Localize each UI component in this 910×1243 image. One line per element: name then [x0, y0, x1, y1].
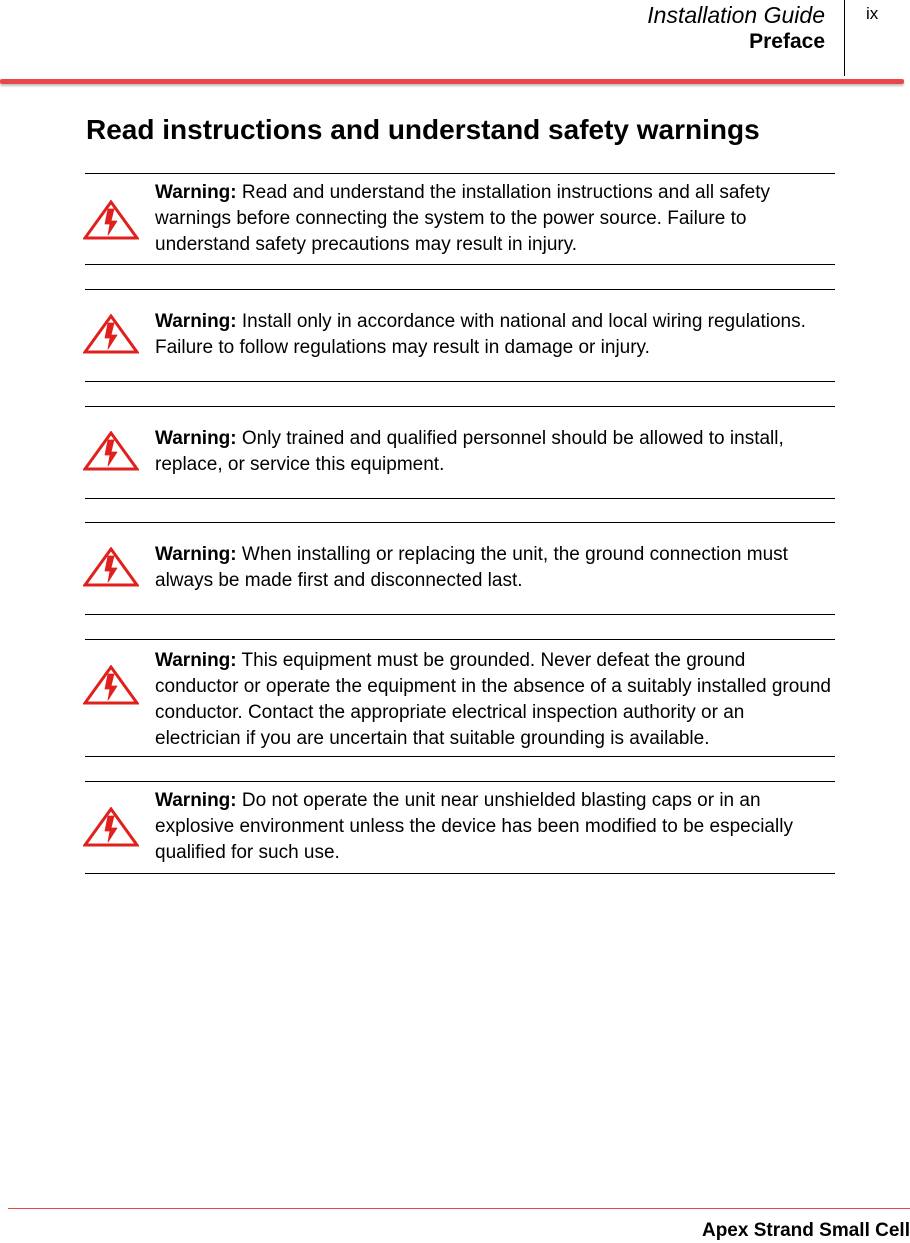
electrical-hazard-icon [83, 665, 139, 705]
warning-text [155, 788, 831, 866]
warning-label: Warning: [155, 650, 237, 671]
warning-text [155, 426, 831, 478]
warning-block [85, 406, 835, 499]
warning-label: Warning: [155, 311, 237, 332]
warning-label: Warning: [155, 790, 237, 811]
product-name: Apex Strand Small Cell [701, 1220, 910, 1241]
warning-label: Warning: [155, 428, 237, 449]
warning-block [85, 289, 835, 382]
warning-message: When installing or replacing the unit, the ground connection must always be made first and disconnected last. [155, 544, 788, 591]
electrical-hazard-icon [83, 547, 139, 587]
electrical-hazard-icon [83, 314, 139, 354]
section-title: Preface [749, 30, 825, 53]
footer-rule [8, 1208, 910, 1209]
warning-text [155, 648, 831, 752]
warning-text [155, 542, 831, 594]
page-heading: Read instructions and understand safety warnings [86, 114, 760, 145]
page-number: ix [866, 4, 879, 23]
warning-text [155, 309, 831, 361]
warning-label: Warning: [155, 182, 237, 203]
warning-block [85, 781, 835, 874]
header-rule [0, 79, 904, 84]
warning-block [85, 639, 835, 757]
warning-message: Do not operate the unit near unshielded blasting caps or in an explosive environment unless the device has been modified to be especially qualified for such use. [155, 790, 793, 863]
electrical-hazard-icon [83, 431, 139, 471]
warning-label: Warning: [155, 544, 237, 565]
warning-block [85, 173, 835, 265]
electrical-hazard-icon [83, 807, 139, 847]
warning-block [85, 522, 835, 615]
warning-message: Install only in accordance with national and local wiring regulations. Failure to follow regulations may result in damage or injury. [155, 311, 806, 358]
document-title: Installation Guide [647, 2, 825, 28]
header-divider [844, 0, 845, 76]
electrical-hazard-icon [83, 200, 139, 240]
warning-message: Read and understand the installation instructions and all safety warnings before connecting the system to the power source. Failure to understand safety precautions may result in injury. [155, 182, 771, 255]
warning-text [155, 180, 831, 258]
warning-message: This equipment must be grounded. Never defeat the ground conductor or operate the equipment in the absence of a suitably installed ground conductor. Contact the appropriate electrical inspection authority or an electrician if you are uncertain that suitable grounding is available. [155, 650, 832, 749]
warning-message: Only trained and qualified personnel should be allowed to install, replace, or service this equipment. [155, 428, 784, 475]
